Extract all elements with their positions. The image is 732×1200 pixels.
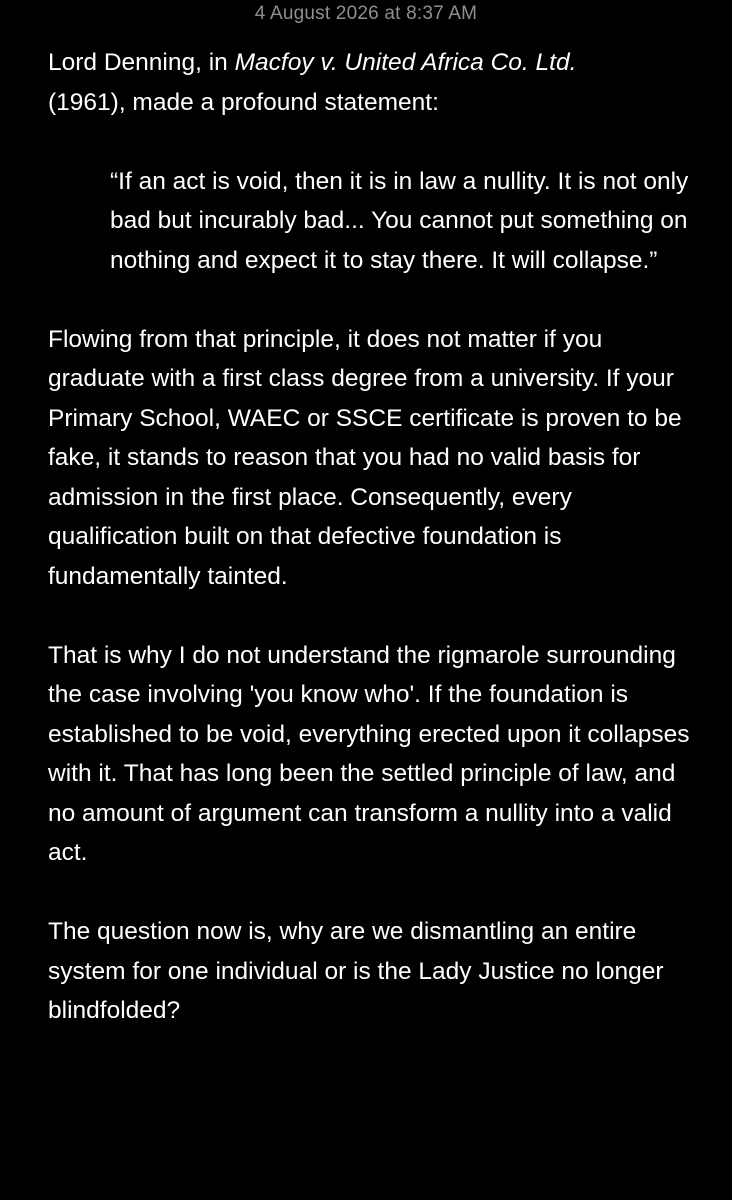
paragraph-rigmarole: That is why I do not understand the rigmarole surrounding the case involving 'you know who'. If the foundation is established to be void, everything erected upon it collapses with it. That has long been the settled principle of law, and no amount of argument can transform a nullity into a valid act. xyxy=(48,641,690,866)
paragraph-principle: Flowing from that principle, it does not matter if you graduate with a first class degree from a university. If your Primary School, WAEC or SSCE certificate is proven to be fake, it stands to reason that you had no valid basis for admission in the first place. Consequently, every qualification built on that defective foundation is fundamentally tainted. xyxy=(48,325,682,590)
case-name: Macfoy v. United Africa Co. Ltd. xyxy=(234,49,577,76)
intro-text-start: Lord Denning, in xyxy=(48,49,235,76)
intro-paragraph xyxy=(48,43,698,122)
intro-text-end: (1961), made a profound statement: xyxy=(48,88,439,116)
note-body[interactable] xyxy=(48,43,698,1031)
note-timestamp: 4 August 2026 at 8:37 AM xyxy=(254,3,478,24)
paragraph-question: The question now is, why are we dismantling an entire system for one individual or is the Lady Justice no longer blindfolded? xyxy=(48,918,664,1024)
block-quote: “If an act is void, then it is in law a nullity. It is not only bad but incurably bad... You cannot put something on nothing and expect it to stay there. It will collapse.” xyxy=(110,167,689,274)
